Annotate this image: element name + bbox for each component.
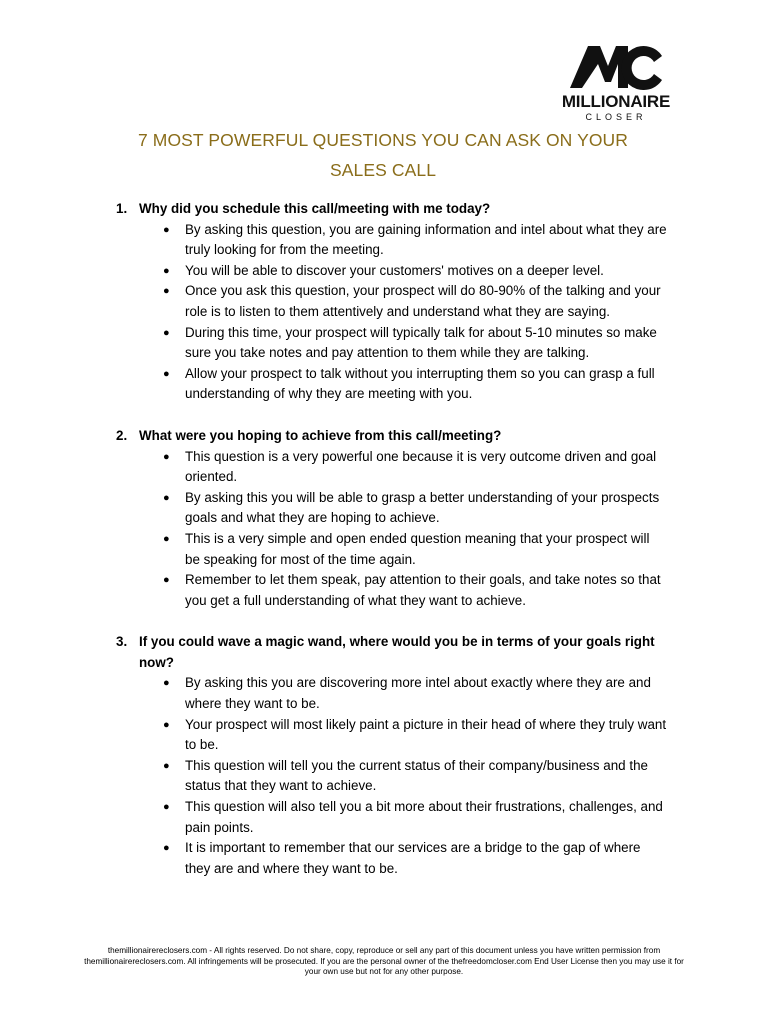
question-section (0, 426, 768, 611)
logo-subtitle: CLOSER (585, 112, 647, 122)
bullet-text: This question will tell you the current status of their company/business and the status that they want to achieve. (185, 757, 648, 794)
brand-logo (556, 44, 676, 124)
bullet-dot-icon: ● (163, 677, 170, 690)
bullet-dot-icon: ● (163, 574, 170, 587)
bullet-item (0, 488, 768, 529)
bullet-text: During this time, your prospect will typically talk for about 5-10 minutes so make sure you take notes and pay attention to them while they are talking. (185, 324, 657, 361)
question-list (0, 199, 768, 900)
bullet-item (0, 756, 768, 797)
bullet-item (0, 281, 768, 322)
title-line-1: 7 MOST POWERFUL QUESTIONS YOU CAN ASK ON YOUR (137, 130, 629, 150)
bullet-item (0, 364, 768, 405)
document-title (90, 125, 676, 185)
mc-logo-mark (568, 44, 664, 90)
logo-wordmark: MILLIONAIRE (561, 92, 671, 111)
bullet-text: This question will also tell you a bit more about their frustrations, challenges, and pain points. (185, 799, 663, 835)
bullet-dot-icon: ● (163, 285, 170, 298)
bullet-item (0, 220, 768, 261)
question-section (0, 632, 768, 879)
bullet-item (0, 261, 768, 282)
bullet-text: This is a very simple and open ended question meaning that your prospect will be speaking for most of the time again. (185, 530, 650, 567)
bullet-text: It is important to remember that our services are a bridge to the gap of where they are and where they want to be. (185, 840, 641, 876)
bullet-dot-icon: ● (163, 491, 170, 504)
question-heading (0, 426, 768, 447)
bullet-dot-icon: ● (163, 326, 170, 339)
question-section (0, 199, 768, 405)
question-text: Why did you schedule this call/meeting with me today? (139, 201, 491, 216)
bullet-item (0, 529, 768, 570)
bullet-text: Allow your prospect to talk without you interrupting them so you can grasp a full understanding of why they are meeting with you. (185, 365, 655, 402)
bullet-text: By asking this question, you are gaining information and intel about what they are truly looking for from the meeting. (185, 221, 667, 258)
bullet-dot-icon: ● (163, 532, 170, 545)
bullet-item (0, 673, 768, 714)
bullet-item (0, 323, 768, 364)
bullet-item (0, 570, 768, 611)
title-line-2: SALES CALL (329, 160, 437, 180)
bullet-dot-icon: ● (163, 759, 170, 772)
bullet-item (0, 447, 768, 488)
bullet-text: By asking this you are discovering more intel about exactly where they are and where they want to be. (185, 675, 651, 712)
bullet-item (0, 715, 768, 756)
bullet-list (0, 220, 768, 405)
bullet-text: This question is a very powerful one because it is very outcome driven and goal oriented. (185, 448, 657, 485)
copyright-footer: themillionairereclosers.com - All rights reserved. Do not share, copy, reproduce or sell any part of this document unless you have written permission from themillionairereclosers.com. All infringements will be prosecuted. If you are the personal owner of the thefreedomcloser.com End User License then you may use it for your own use but not for any other purpose. (84, 946, 684, 977)
question-heading (0, 632, 768, 673)
bullet-dot-icon: ● (163, 223, 170, 236)
bullet-dot-icon: ● (163, 842, 170, 855)
bullet-dot-icon: ● (163, 264, 170, 277)
bullet-text: Remember to let them speak, pay attention to their goals, and take notes so that you get a full understanding of what they want to achieve. (185, 572, 661, 608)
bullet-list (0, 447, 768, 612)
bullet-text: You will be able to discover your customers' motives on a deeper level. (185, 262, 604, 278)
bullet-text: Your prospect will most likely paint a picture in their head of where they truly want to be. (185, 716, 667, 753)
question-number: 3. (116, 634, 128, 650)
question-text: If you could wave a magic wand, where would you be in terms of your goals right now? (139, 634, 655, 670)
question-text: What were you hoping to achieve from this call/meeting? (139, 427, 502, 443)
bullet-text: By asking this you will be able to grasp a better understanding of your prospects goals and what they are hoping to achieve. (185, 489, 660, 526)
question-heading (0, 199, 768, 220)
bullet-list (0, 673, 768, 879)
bullet-dot-icon: ● (163, 367, 170, 380)
bullet-dot-icon: ● (163, 718, 170, 731)
bullet-item (0, 838, 768, 879)
bullet-text: Once you ask this question, your prospect will do 80-90% of the talking and your role is to listen to them attentively and understand what they are saying. (185, 283, 661, 319)
bullet-item (0, 797, 768, 838)
bullet-dot-icon: ● (163, 450, 170, 463)
question-number: 1. (116, 201, 128, 216)
bullet-dot-icon: ● (163, 801, 170, 814)
question-number: 2. (116, 427, 128, 443)
